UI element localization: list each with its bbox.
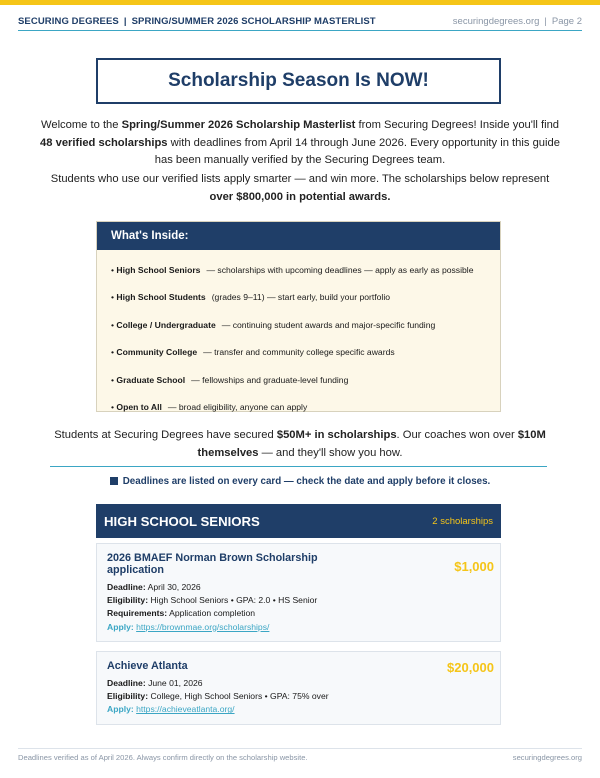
results-text: Students at Securing Degrees have secured: [54, 429, 277, 441]
apply-label: Apply:: [107, 704, 134, 715]
field-label: Requirements:: [107, 608, 168, 619]
whats-inside-box: [96, 221, 501, 412]
square-icon: [110, 477, 118, 485]
list-item: [111, 284, 500, 312]
card-apply: [107, 621, 492, 634]
bullet: •: [111, 402, 115, 413]
value-text: Students who use our verified lists apply smarter — and win more. The scholarships below represent: [50, 173, 550, 185]
section-count: 2 scholarships: [432, 515, 493, 527]
field-label: Deadline:: [107, 582, 146, 592]
hero-title: Scholarship Season Is NOW!: [168, 70, 429, 91]
list-item: [111, 366, 500, 394]
intro-text: with deadlines from April 14 through June 2026. Every opportunity in this guide has been manually verified by the Securing Degrees team.: [154, 136, 560, 166]
hero-box: [96, 58, 501, 104]
list-item-label: Community College: [116, 347, 198, 358]
footer-site: securingdegrees.org: [512, 753, 582, 762]
card-eligibility: [107, 594, 492, 607]
list-item-label: Open to All: [116, 402, 162, 413]
header-title-group: [18, 16, 376, 27]
apply-link[interactable]: https://achieveatlanta.org/: [136, 704, 235, 715]
scholarship-card: [96, 651, 501, 725]
list-item-text: (grades 9–11) — start early, build your portfolio: [211, 292, 391, 303]
bullet: •: [111, 319, 115, 330]
field-value: Application completion: [169, 608, 256, 619]
field-value: June 01, 2026: [148, 678, 203, 688]
results-text: — and they'll show you how.: [258, 446, 403, 459]
list-item: [111, 256, 500, 284]
apply-link[interactable]: https://brownmae.org/scholarships/: [136, 621, 270, 632]
header-divider: [18, 30, 582, 31]
bullet: •: [111, 347, 115, 358]
intro-text: from Securing Degrees! Inside you'll find: [355, 119, 560, 131]
header-meta: [453, 16, 582, 27]
header-meta-separator: |: [544, 15, 547, 27]
deadline-notice-text: Deadlines are listed on every card — check the date and apply before it closes.: [122, 476, 491, 487]
list-item-label: High School Students: [116, 292, 206, 303]
bullet: •: [111, 374, 115, 385]
list-item: [111, 394, 500, 422]
results-emphasis: $10M themselves: [197, 429, 546, 459]
top-accent-bar: [0, 0, 600, 5]
header-separator: |: [123, 15, 127, 27]
card-title: 2026 BMAEF Norman Brown Scholarship application: [107, 552, 318, 576]
value-paragraph: [40, 171, 560, 206]
results-paragraph: [40, 427, 560, 462]
card-body: [107, 652, 492, 717]
list-item-label: High School Seniors: [116, 264, 201, 275]
list-item-text: — fellowships and graduate-level funding: [191, 374, 349, 385]
whats-inside-heading: What's Inside:: [97, 222, 500, 250]
results-emphasis: $50M+ in scholarships: [276, 429, 397, 441]
field-value: High School Seniors • GPA: 2.0 • HS Senior: [150, 595, 318, 606]
bullet: •: [111, 264, 115, 275]
footer-divider: [18, 748, 582, 749]
card-body: [107, 544, 492, 634]
card-deadline: [107, 581, 492, 594]
award-amount: $1,000: [454, 559, 494, 574]
section-header: [96, 504, 501, 538]
field-label: Eligibility:: [107, 595, 149, 606]
page-footer: [18, 753, 582, 762]
field-value: April 30, 2026: [147, 582, 201, 592]
header-page-number: Page 2: [551, 15, 582, 27]
intro-text: Welcome to the: [40, 119, 122, 131]
page-header: [18, 12, 582, 30]
header-brand: SECURING DEGREES: [18, 15, 119, 27]
list-item-text: — scholarships with upcoming deadlines — apply as early as possible: [206, 264, 474, 275]
header-site: securingdegrees.org: [452, 15, 540, 27]
section-divider: [50, 466, 547, 467]
list-item: [111, 339, 500, 367]
card-requirements: [107, 607, 492, 620]
scholarship-card: [96, 543, 501, 642]
list-item: [111, 311, 500, 339]
header-doc-title: SPRING/SUMMER 2026 SCHOLARSHIP MASTERLIST: [131, 15, 376, 27]
field-value: College, High School Seniors • GPA: 75% over: [150, 691, 329, 702]
list-item-text: — continuing student awards and major-specific funding: [221, 319, 436, 330]
list-item-text: — transfer and community college specific awards: [203, 347, 395, 358]
card-apply: [107, 703, 492, 716]
bullet: •: [111, 292, 115, 303]
intro-emphasis: Spring/Summer 2026 Scholarship Masterlist: [121, 119, 356, 131]
deadline-notice: [0, 476, 600, 487]
field-label: Eligibility:: [107, 691, 149, 702]
field-label: Deadline:: [107, 678, 146, 688]
card-title: Achieve Atlanta: [107, 660, 188, 672]
footer-note: Deadlines verified as of April 2026. Always confirm directly on the scholarship website.: [18, 753, 308, 762]
award-amount: $20,000: [447, 660, 494, 675]
apply-label: Apply:: [107, 621, 134, 632]
list-item-label: College / Undergraduate: [116, 319, 216, 330]
intro-paragraph: [40, 117, 560, 170]
section-title: HIGH SCHOOL SENIORS: [104, 513, 260, 529]
results-text: . Our coaches won over: [396, 429, 518, 441]
card-eligibility: [107, 690, 492, 703]
whats-inside-list: [97, 250, 500, 421]
intro-emphasis: 48 verified scholarships: [40, 136, 168, 149]
list-item-label: Graduate School: [116, 374, 186, 385]
list-item-text: — broad eligibility, anyone can apply: [167, 402, 308, 413]
card-deadline: [107, 677, 492, 690]
value-emphasis: over $800,000 in potential awards.: [209, 190, 391, 203]
